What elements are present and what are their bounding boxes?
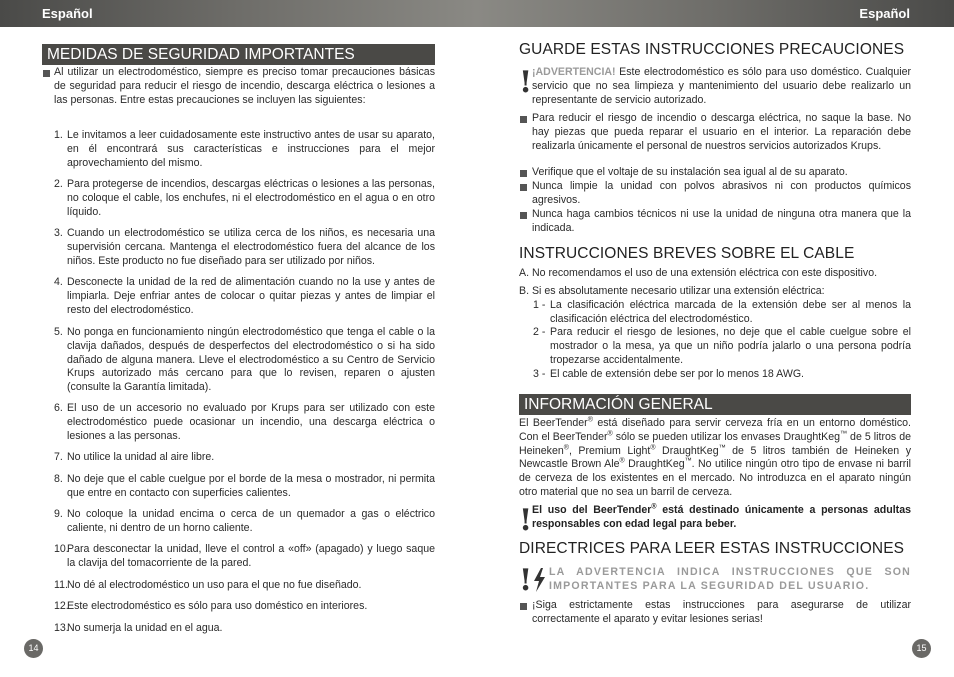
item-number: 6. bbox=[54, 402, 63, 414]
list-item: Desconecte la unidad de la red de alimentación cuando no la use y antes de limpiarla. Deje enfriar antes de colocar o quitar piezas y antes de limpiar el resto del electrodoméstico. bbox=[67, 276, 435, 316]
cord-item-a: A. No recomendamos el uso de una extensión eléctrica con este dispositivo. bbox=[519, 267, 878, 279]
language-label-right: Español bbox=[859, 6, 910, 21]
item-number: 5. bbox=[54, 326, 63, 338]
section-title-cord: INSTRUCCIONES BREVES SOBRE EL CABLE bbox=[519, 245, 855, 262]
item-number: 2 - bbox=[533, 326, 546, 338]
list-item: Nunca haga cambios técnicos ni use la unidad de ninguna otra manera que la indicada. bbox=[532, 208, 911, 234]
language-label-left: Español bbox=[42, 6, 93, 21]
item-number: 3. bbox=[54, 227, 63, 239]
bullet-icon bbox=[520, 170, 527, 177]
page-number-right: 15 bbox=[912, 639, 931, 658]
cord-item-b: B. Si es absolutamente necesario utilizar una extensión eléctrica: bbox=[519, 285, 825, 297]
section-title-general: INFORMACIÓN GENERAL bbox=[519, 394, 911, 415]
bullet-icon bbox=[520, 184, 527, 191]
lightning-icon bbox=[532, 568, 546, 592]
bullet-icon bbox=[520, 603, 527, 610]
list-item: No dé al electrodoméstico un uso para el que no fue diseñado. bbox=[67, 579, 362, 591]
item-number: 10. bbox=[54, 543, 69, 555]
section-title-safety: MEDIDAS DE SEGURIDAD IMPORTANTES bbox=[42, 44, 435, 65]
warning-paragraph bbox=[532, 66, 911, 107]
top-bar bbox=[0, 0, 954, 27]
item-number: 8. bbox=[54, 473, 63, 485]
item-number: 13. bbox=[54, 622, 69, 634]
item-number: 11. bbox=[54, 579, 68, 591]
item-number: 7. bbox=[54, 451, 63, 463]
item-number: 3 - bbox=[533, 368, 546, 380]
item-number: 2. bbox=[54, 178, 63, 190]
list-item: Nunca limpie la unidad con polvos abrasivos ni con productos químicos agresivos. bbox=[532, 180, 911, 206]
section-title-guidelines: DIRECTRICES PARA LEER ESTAS INSTRUCCIONES bbox=[519, 540, 905, 557]
list-item: Le invitamos a leer cuidadosamente este instructivo antes de usar su aparato, en él encontrará sus características e instrucciones para el mejor aprovechamiento del mismo. bbox=[67, 129, 435, 169]
item-number: 4. bbox=[54, 276, 63, 288]
item-number: 1 - bbox=[533, 299, 546, 311]
list-item: No utilice la unidad al aire libre. bbox=[67, 451, 215, 463]
list-item: Para reducir el riesgo de incendio o descarga eléctrica, no saque la base. No hay piezas que pueda reparar el usuario en el interior. La reparación debe realizarla únicamente el personal de nuestros servicios autorizados Krups. bbox=[532, 112, 911, 152]
list-item: No deje que el cable cuelgue por el borde de la mesa o mostrador, ni permita que entre en contacto con superficies calientes. bbox=[67, 473, 435, 499]
item-number: 12. bbox=[54, 600, 69, 612]
item-number: 9. bbox=[54, 508, 63, 520]
guidelines-bullet: ¡Siga estrictamente estas instrucciones para asegurarse de utilizar correctamente el aparato y evitar lesiones serias! bbox=[532, 599, 911, 625]
list-item: No sumerja la unidad en el agua. bbox=[67, 622, 223, 634]
list-item: Para desconectar la unidad, lleve el control a «off» (apagado) y luego saque la clavija del tomacorriente de la pared. bbox=[67, 543, 435, 569]
list-item: Para protegerse de incendios, descargas eléctricas o lesiones a las personas, no coloque el cable, los enchufes, ni el electrodoméstico en el agua o en otro líquido. bbox=[67, 178, 435, 218]
general-info-text: El BeerTender® está diseñado para servir cerveza fría en un entorno doméstico. Con el BeerTender® sólo se pueden utilizar los envases DraughtKeg™ de 5 litros de Heineken®, Premium Light® DraughtKeg™ de 5 litros también de Heineken y Newcastle Brown Ale® DraughtKeg™. No utilice ningún otro tipo de envase ni barril de cerveza de los existentes en el mercado. No introduzca en el aparato ningún otro material que no sea un barril de cerveza. bbox=[519, 416, 912, 498]
warning-label: ¡ADVERTENCIA! bbox=[532, 66, 616, 78]
list-item: No coloque la unidad encima o cerca de un quemador a gas o eléctrico caliente, ni dentro de un horno caliente. bbox=[67, 508, 435, 534]
warning-icon: ! bbox=[519, 503, 533, 538]
list-item: El uso de un accesorio no evaluado por Krups para ser utilizado con este electrodoméstico puede ocasionar un incendio, una descarga eléctrica o lesiones a las personas. bbox=[67, 402, 435, 442]
bullet-icon bbox=[520, 116, 527, 123]
warning-text: Este electrodoméstico es sólo para uso doméstico. Cualquier servicio que no sea limpieza y mantenimiento del usuario debe realizarlo un representante de servicio autorizado. bbox=[532, 66, 911, 106]
age-warning: El uso del BeerTender® está destinado únicamente a personas adultas responsables con edad legal para beber. bbox=[532, 503, 911, 530]
list-item: Este electrodoméstico es sólo para uso doméstico en interiores. bbox=[67, 600, 368, 612]
page-number-left: 14 bbox=[24, 639, 43, 658]
item-number: 1. bbox=[54, 129, 63, 141]
warning-icon: ! bbox=[519, 65, 533, 100]
guidelines-warning: LA ADVERTENCIA INDICA INSTRUCCIONES QUE SON IMPORTANTES PARA LA SEGURIDAD DEL USUARIO. bbox=[549, 566, 911, 592]
list-item: Cuando un electrodoméstico se utiliza cerca de los niños, es necesaria una supervisión cercana. Mantenga el electrodoméstico fuera del alcance de los niños. Este producto no fue diseñado para ser utilizado por niños. bbox=[67, 227, 435, 267]
list-item: La clasificación eléctrica marcada de la extensión debe ser al menos la clasificación eléctrica del electrodoméstico. bbox=[550, 299, 911, 325]
list-item: El cable de extensión debe ser por lo menos 18 AWG. bbox=[550, 368, 805, 380]
list-item: Verifique que el voltaje de su instalación sea igual al de su aparato. bbox=[532, 166, 848, 178]
list-item: No ponga en funcionamiento ningún electrodoméstico que tenga el cable o la clavija dañados, después de desperfectos del electrodoméstico o si ha sido dañado de alguna manera. Lleve el electrodoméstico a su Centro de Servicio Krups autorizado más cercano para que lo revisen, reparen o ajusten (consulte la Garantía limitada). bbox=[67, 326, 435, 394]
section-title-precautions: GUARDE ESTAS INSTRUCCIONES PRECAUCIONES bbox=[519, 41, 905, 58]
safety-intro: Al utilizar un electrodoméstico, siempre es preciso tomar precauciones básicas de seguridad para reducir el riesgo de incendio, descarga eléctrica o lesiones a las personas. Entre estas precauciones se incluyen las siguientes: bbox=[54, 66, 435, 106]
bullet-icon bbox=[43, 70, 50, 77]
warning-icon: ! bbox=[519, 563, 533, 598]
list-item: Para reducir el riesgo de lesiones, no deje que el cable cuelgue sobre el mostrador o la mesa, ya que un niño podría jalarlo o una persona podría tropezarse accidentalmente. bbox=[550, 326, 911, 366]
bullet-icon bbox=[520, 212, 527, 219]
